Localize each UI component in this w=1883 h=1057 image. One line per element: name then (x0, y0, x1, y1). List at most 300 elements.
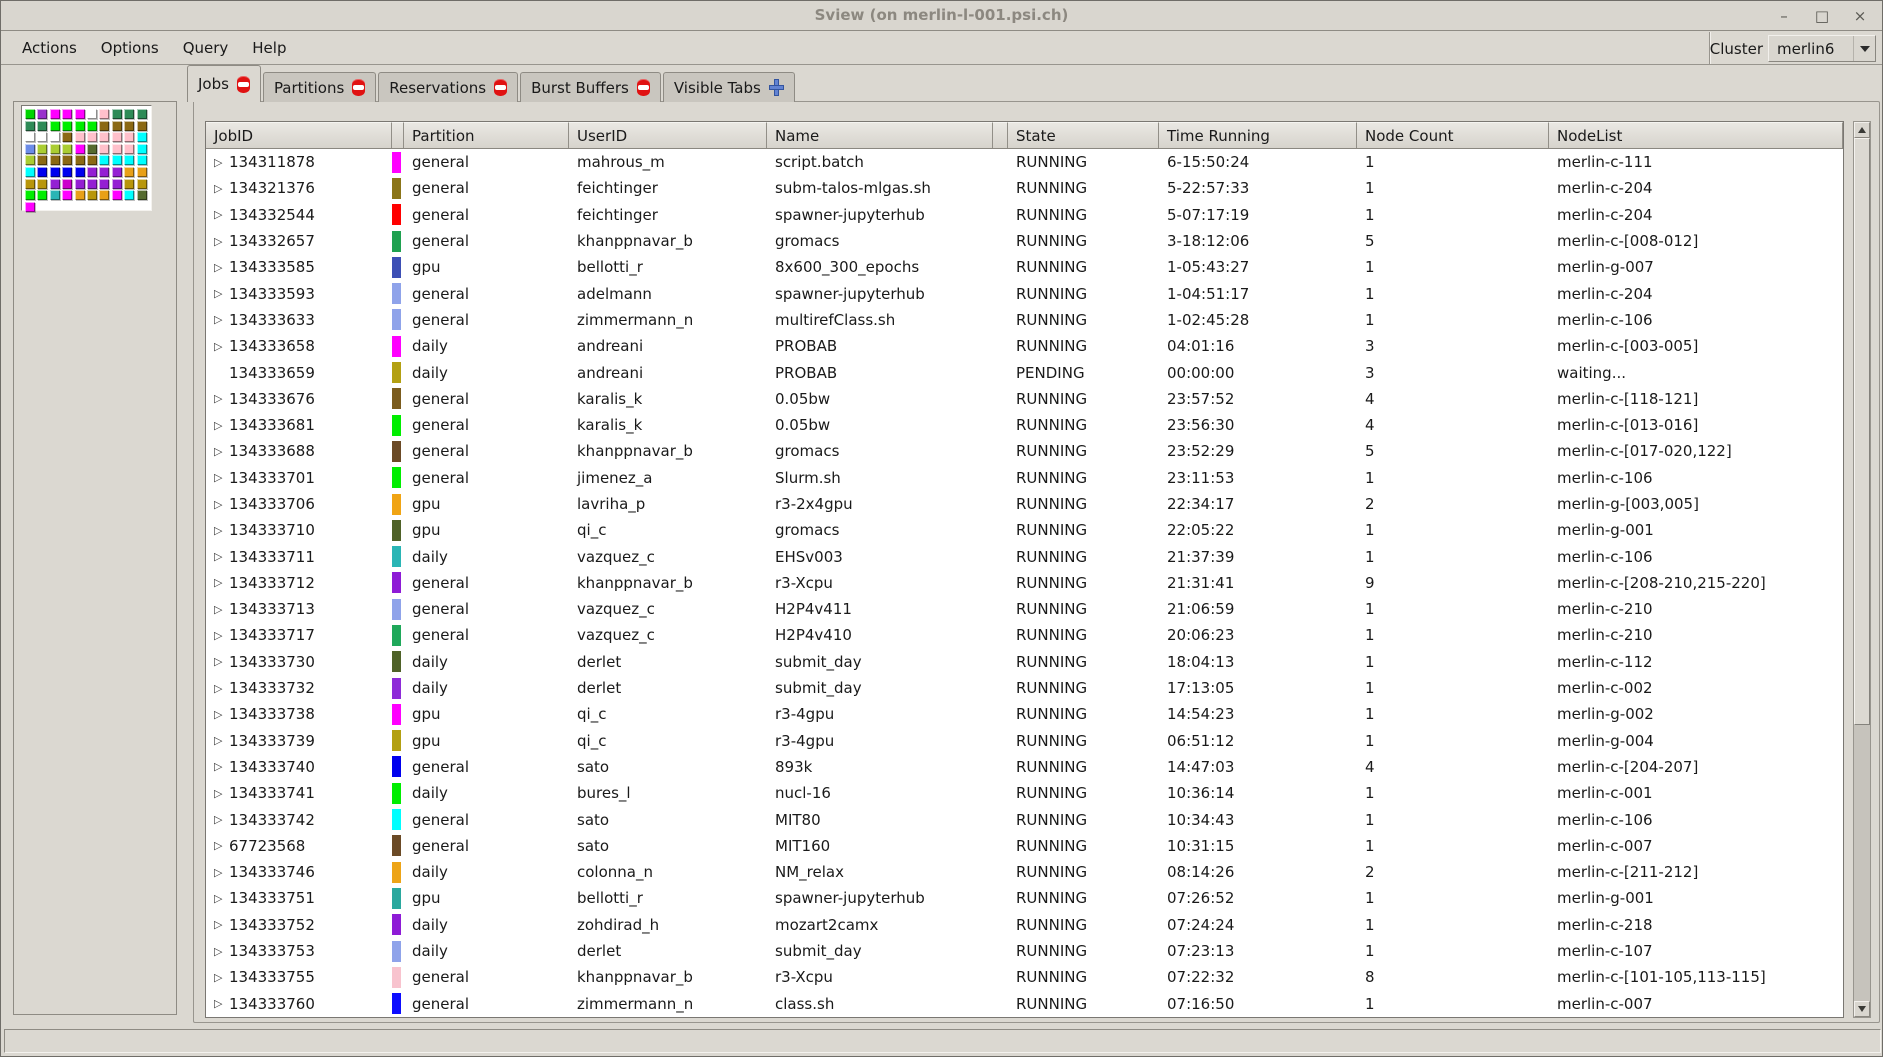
expander-icon[interactable]: ▷ (214, 181, 223, 195)
cell-time_running: 10:34:43 (1167, 810, 1235, 829)
cell-node_list: merlin-c-[008-012] (1557, 232, 1699, 251)
cell-name: Slurm.sh (775, 468, 841, 487)
job-row[interactable] (206, 596, 1843, 622)
job-row[interactable] (206, 728, 1843, 754)
cell-partition: general (412, 153, 470, 172)
cell-node_count: 4 (1365, 416, 1375, 435)
cell-spacer (993, 991, 1008, 1017)
expander-icon[interactable]: ▷ (214, 287, 223, 301)
node-square[interactable] (87, 167, 97, 177)
cell-chip (392, 149, 404, 175)
node-square[interactable] (25, 190, 35, 200)
node-square[interactable] (25, 109, 35, 119)
cell-partition: general (412, 468, 470, 487)
node-square[interactable] (99, 179, 109, 189)
window-controls (1776, 1, 1868, 31)
cell-chip (392, 964, 404, 990)
expander-icon[interactable]: ▷ (214, 655, 223, 669)
cell-node_count: 1 (1365, 810, 1375, 829)
cell-job (206, 964, 392, 990)
node-square[interactable] (124, 132, 134, 142)
cell-node_count: 1 (1365, 784, 1375, 803)
partition-color-chip (392, 914, 401, 935)
remove-tab-icon-stripe (353, 85, 364, 90)
job-row[interactable] (206, 885, 1843, 911)
expander-icon[interactable]: ▷ (214, 208, 223, 222)
remove-tab-icon[interactable] (352, 79, 365, 96)
job-row[interactable] (206, 938, 1843, 964)
expander-icon[interactable]: ▷ (214, 550, 223, 564)
add-tab-icon[interactable] (769, 79, 784, 96)
cell-node_count: 1 (1365, 915, 1375, 934)
cell-node_count: 1 (1365, 179, 1375, 198)
expander-icon[interactable]: ▷ (214, 628, 223, 642)
job-row[interactable] (206, 543, 1843, 569)
tab-visible-tabs[interactable] (663, 72, 795, 102)
node-square[interactable] (112, 144, 122, 154)
expander-icon[interactable]: ▷ (214, 944, 223, 958)
column-header-node-count[interactable]: Node Count (1357, 122, 1549, 148)
job-row[interactable] (206, 359, 1843, 385)
node-square[interactable] (50, 155, 60, 165)
cell-job (206, 649, 392, 675)
remove-tab-icon[interactable] (637, 79, 650, 96)
cell-partition: general (412, 232, 470, 251)
node-square[interactable] (37, 179, 47, 189)
cell-partition: general (412, 968, 470, 987)
job-row[interactable] (206, 991, 1843, 1017)
cell-name: subm-talos-mlgas.sh (775, 179, 931, 198)
node-square[interactable] (124, 179, 134, 189)
cell-chip (392, 701, 404, 727)
node-square[interactable] (99, 121, 109, 131)
job-id: 134333717 (229, 626, 315, 645)
cell-partition: general (412, 205, 470, 224)
node-square[interactable] (87, 144, 97, 154)
node-square[interactable] (75, 121, 85, 131)
cell-node_list: merlin-c-002 (1557, 679, 1653, 698)
job-row[interactable] (206, 912, 1843, 938)
node-square[interactable] (87, 155, 97, 165)
node-square[interactable] (124, 109, 134, 119)
node-square[interactable] (50, 167, 60, 177)
node-grid-row (25, 109, 151, 121)
close-button[interactable]: × (1853, 7, 1867, 25)
scrollbar-track[interactable] (1854, 138, 1870, 1001)
job-id: 134333711 (229, 547, 315, 566)
node-square[interactable] (50, 179, 60, 189)
cell-node_list: merlin-c-007 (1557, 836, 1653, 855)
node-square[interactable] (62, 144, 72, 154)
cluster-select[interactable] (1768, 35, 1876, 62)
node-grid-row (25, 179, 151, 191)
cell-job (206, 833, 392, 859)
tab-burst-buffers[interactable] (520, 72, 661, 102)
cell-time_running: 21:06:59 (1167, 600, 1235, 619)
job-row[interactable] (206, 202, 1843, 228)
expander-icon[interactable]: ▷ (214, 313, 223, 327)
cell-job (206, 438, 392, 464)
node-square[interactable] (87, 109, 97, 119)
partition-color-chip (392, 520, 401, 541)
cell-spacer (993, 175, 1008, 201)
node-square[interactable] (50, 190, 60, 200)
partition-color-chip (392, 204, 401, 225)
node-square[interactable] (137, 155, 147, 165)
partition-color-chip (392, 336, 401, 357)
cell-user_id: khanppnavar_b (577, 573, 693, 592)
node-square[interactable] (25, 167, 35, 177)
node-square[interactable] (112, 121, 122, 131)
job-row[interactable] (206, 228, 1843, 254)
node-square[interactable] (137, 167, 147, 177)
expander-icon[interactable]: ▷ (214, 471, 223, 485)
job-id: 134333739 (229, 731, 315, 750)
node-square[interactable] (75, 109, 85, 119)
expander-icon[interactable]: ▷ (214, 234, 223, 248)
node-square[interactable] (37, 121, 47, 131)
node-square[interactable] (124, 144, 134, 154)
job-row[interactable] (206, 754, 1843, 780)
partition-color-chip (392, 783, 401, 804)
cell-node_list: merlin-g-[003,005] (1557, 495, 1699, 513)
job-id: 134333658 (229, 337, 315, 356)
job-row[interactable] (206, 833, 1843, 859)
node-square[interactable] (99, 132, 109, 142)
cell-job (206, 202, 392, 228)
cell-name: 893k (775, 757, 813, 776)
cell-time_running: 07:26:52 (1167, 889, 1235, 908)
cell-name: mozart2camx (775, 915, 879, 934)
node-square[interactable] (87, 132, 97, 142)
job-id: 134311878 (229, 153, 315, 172)
node-square[interactable] (50, 144, 60, 154)
tab-jobs[interactable] (187, 65, 261, 102)
column-header-partition[interactable]: Partition (404, 122, 569, 148)
node-square[interactable] (25, 144, 35, 154)
node-grid-row (25, 144, 151, 156)
scroll-up-button[interactable] (1854, 122, 1870, 138)
partition-color-chip (392, 467, 401, 488)
minimize-button[interactable]: – (1780, 7, 1788, 25)
node-square[interactable] (25, 179, 35, 189)
cell-node_list: merlin-c-106 (1557, 547, 1653, 566)
job-row[interactable] (206, 859, 1843, 885)
cell-partition: gpu (412, 521, 441, 540)
cell-node_count: 2 (1365, 863, 1375, 882)
node-square[interactable] (75, 179, 85, 189)
node-square[interactable] (62, 167, 72, 177)
cell-name: r3-2x4gpu (775, 495, 853, 513)
cell-chip (392, 307, 404, 333)
column-header-nodelist[interactable]: NodeList (1549, 122, 1843, 148)
expander-icon[interactable]: ▷ (214, 418, 223, 432)
cell-state: RUNNING (1016, 757, 1088, 776)
expander-icon[interactable]: ▷ (214, 707, 223, 721)
node-square[interactable] (99, 109, 109, 119)
expander-icon[interactable]: ▷ (214, 576, 223, 590)
node-square[interactable] (99, 167, 109, 177)
expander-icon[interactable]: ▷ (214, 760, 223, 774)
job-row[interactable] (206, 307, 1843, 333)
cell-partition: general (412, 416, 470, 435)
job-id: 134333713 (229, 600, 315, 619)
cell-partition: general (412, 179, 470, 198)
cell-partition: daily (412, 915, 448, 934)
tab-partitions[interactable] (263, 72, 376, 102)
cell-user_id: sato (577, 757, 610, 776)
maximize-button[interactable]: □ (1814, 7, 1830, 25)
expander-icon[interactable]: ▷ (214, 839, 223, 853)
cell-chip (392, 359, 404, 385)
job-id: 134333730 (229, 652, 315, 671)
menu-actions[interactable]: Actions (22, 39, 77, 57)
tab-label: Jobs (198, 75, 229, 93)
cell-node_list: merlin-c-111 (1557, 153, 1653, 172)
node-square[interactable] (25, 121, 35, 131)
menu-query[interactable]: Query (182, 39, 229, 57)
cell-chip (392, 885, 404, 911)
job-row[interactable] (206, 333, 1843, 359)
job-row[interactable] (206, 964, 1843, 990)
cell-time_running: 10:31:15 (1167, 836, 1235, 855)
cell-user_id: vazquez_c (577, 626, 655, 645)
job-row[interactable] (206, 701, 1843, 727)
cell-partition: general (412, 994, 470, 1013)
cell-state: RUNNING (1016, 705, 1088, 724)
node-square[interactable] (112, 179, 122, 189)
menu-help[interactable]: Help (252, 39, 287, 57)
menu-options[interactable]: Options (100, 39, 159, 57)
node-square[interactable] (25, 132, 35, 142)
job-row[interactable] (206, 806, 1843, 832)
node-square[interactable] (62, 121, 72, 131)
jobs-table (205, 121, 1844, 1018)
expander-icon[interactable]: ▷ (214, 865, 223, 879)
cell-time_running: 23:52:29 (1167, 442, 1235, 461)
expander-icon[interactable]: ▷ (214, 681, 223, 695)
job-row[interactable] (206, 780, 1843, 806)
node-square[interactable] (137, 190, 147, 200)
node-square[interactable] (62, 190, 72, 200)
job-row[interactable] (206, 675, 1843, 701)
cell-partition: general (412, 389, 470, 408)
job-row[interactable] (206, 649, 1843, 675)
cell-partition: gpu (412, 731, 441, 750)
node-square[interactable] (99, 144, 109, 154)
node-square[interactable] (75, 190, 85, 200)
job-row[interactable] (206, 622, 1843, 648)
expander-icon[interactable]: ▷ (214, 497, 223, 511)
remove-tab-icon[interactable] (237, 76, 250, 93)
expander-icon[interactable]: ▷ (214, 602, 223, 616)
expander-icon[interactable]: ▷ (214, 155, 223, 169)
cell-name: gromacs (775, 521, 840, 540)
cell-node_list: merlin-c-210 (1557, 600, 1653, 619)
job-row[interactable] (206, 149, 1843, 175)
job-row[interactable] (206, 175, 1843, 201)
node-square[interactable] (75, 167, 85, 177)
cell-node_list: merlin-c-210 (1557, 626, 1653, 645)
node-square[interactable] (37, 155, 47, 165)
cell-node_list: merlin-c-[003-005] (1557, 337, 1699, 356)
node-square[interactable] (137, 144, 147, 154)
node-square[interactable] (75, 144, 85, 154)
node-square[interactable] (37, 109, 47, 119)
node-square[interactable] (112, 109, 122, 119)
node-square[interactable] (62, 155, 72, 165)
node-square[interactable] (112, 132, 122, 142)
job-row[interactable] (206, 438, 1843, 464)
expander-icon[interactable]: ▷ (214, 997, 223, 1011)
cell-user_id: derlet (577, 942, 622, 961)
node-square[interactable] (75, 132, 85, 142)
expander-icon[interactable]: ▷ (214, 392, 223, 406)
plus-horizontal (769, 85, 784, 90)
job-id: 134333742 (229, 810, 315, 829)
node-square[interactable] (50, 132, 60, 142)
node-square[interactable] (112, 190, 122, 200)
node-square[interactable] (87, 179, 97, 189)
node-square[interactable] (112, 167, 122, 177)
node-square[interactable] (37, 132, 47, 142)
job-row[interactable] (206, 386, 1843, 412)
node-square[interactable] (137, 132, 147, 142)
cell-spacer (993, 675, 1008, 701)
scrollbar-thumb[interactable] (1854, 138, 1870, 725)
cell-time_running: 07:16:50 (1167, 994, 1235, 1013)
node-square[interactable] (137, 179, 147, 189)
partition-color-chip (392, 231, 401, 252)
cell-user_id: andreani (577, 337, 644, 356)
expander-icon[interactable]: ▷ (214, 734, 223, 748)
cell-state: RUNNING (1016, 468, 1088, 487)
cell-job (206, 570, 392, 596)
cell-chip (392, 202, 404, 228)
cell-user_id: zimmermann_n (577, 310, 694, 329)
job-row[interactable] (206, 465, 1843, 491)
node-square[interactable] (112, 155, 122, 165)
cell-partition: daily (412, 784, 448, 803)
node-square[interactable] (75, 155, 85, 165)
cell-node_count: 8 (1365, 968, 1375, 987)
node-square[interactable] (87, 190, 97, 200)
node-square[interactable] (37, 190, 47, 200)
column-header-jobid[interactable]: JobID (206, 122, 392, 148)
node-square[interactable] (25, 155, 35, 165)
job-row[interactable] (206, 491, 1843, 517)
node-square[interactable] (99, 190, 109, 200)
job-row[interactable] (206, 517, 1843, 543)
cell-job (206, 491, 392, 517)
node-square[interactable] (124, 121, 134, 131)
vertical-scrollbar[interactable] (1853, 121, 1871, 1018)
job-row[interactable] (206, 254, 1843, 280)
job-id: 134333760 (229, 994, 315, 1013)
node-square[interactable] (50, 109, 60, 119)
node-square[interactable] (62, 109, 72, 119)
cell-spacer (993, 543, 1008, 569)
cell-user_id: khanppnavar_b (577, 968, 693, 987)
job-id: 134333633 (229, 310, 315, 329)
column-header-time-running[interactable]: Time Running (1159, 122, 1357, 148)
cell-node_count: 1 (1365, 547, 1375, 566)
cell-state: RUNNING (1016, 495, 1088, 513)
node-square[interactable] (99, 155, 109, 165)
cell-state: RUNNING (1016, 337, 1088, 356)
node-square[interactable] (50, 121, 60, 131)
job-row[interactable] (206, 570, 1843, 596)
node-square[interactable] (124, 190, 134, 200)
cell-node_list: merlin-c-001 (1557, 784, 1653, 803)
column-header-name[interactable]: Name (767, 122, 993, 148)
cell-job (206, 543, 392, 569)
expander-icon[interactable]: ▷ (214, 786, 223, 800)
cell-time_running: 21:31:41 (1167, 573, 1235, 592)
job-row[interactable] (206, 280, 1843, 306)
node-square[interactable] (137, 121, 147, 131)
job-row[interactable] (206, 412, 1843, 438)
cell-user_id: feichtinger (577, 205, 658, 224)
cell-name: r3-4gpu (775, 731, 835, 750)
cell-spacer (993, 517, 1008, 543)
cell-user_id: qi_c (577, 731, 607, 750)
cell-user_id: khanppnavar_b (577, 442, 693, 461)
expander-icon[interactable]: ▷ (214, 918, 223, 932)
cell-time_running: 1-05:43:27 (1167, 258, 1250, 277)
node-square[interactable] (137, 109, 147, 119)
partition-color-chip (392, 257, 401, 278)
cell-node_list: merlin-g-001 (1557, 521, 1654, 540)
cell-node_count: 1 (1365, 310, 1375, 329)
expander-icon[interactable]: ▷ (214, 444, 223, 458)
cell-chip (392, 859, 404, 885)
node-square[interactable] (25, 202, 35, 212)
node-square[interactable] (37, 144, 47, 154)
partition-color-chip (392, 441, 401, 462)
node-square[interactable] (124, 167, 134, 177)
cell-state: RUNNING (1016, 179, 1088, 198)
cell-node_count: 4 (1365, 389, 1375, 408)
node-square[interactable] (37, 167, 47, 177)
expander-icon[interactable]: ▷ (214, 970, 223, 984)
table-header-row (206, 122, 1843, 149)
expander-icon[interactable]: ▷ (214, 260, 223, 274)
cell-chip (392, 570, 404, 596)
node-square[interactable] (87, 121, 97, 131)
node-square[interactable] (124, 155, 134, 165)
column-header-userid[interactable]: UserID (569, 122, 767, 148)
node-square[interactable] (62, 179, 72, 189)
expander-icon[interactable]: ▷ (214, 813, 223, 827)
expander-icon[interactable]: ▷ (214, 891, 223, 905)
menubar (1, 32, 1882, 65)
cluster-dropdown-button[interactable] (1853, 36, 1875, 61)
column-header-state[interactable]: State (1008, 122, 1159, 148)
cell-name: spawner-jupyterhub (775, 889, 925, 908)
tab-reservations[interactable] (378, 72, 518, 102)
cell-user_id: bures_l (577, 784, 631, 803)
cell-state: PENDING (1016, 363, 1085, 382)
tab-label: Reservations (389, 78, 487, 97)
node-square[interactable] (62, 132, 72, 142)
expander-icon[interactable]: ▷ (214, 339, 223, 353)
cell-time_running: 23:56:30 (1167, 416, 1235, 435)
expander-icon[interactable]: ▷ (214, 523, 223, 537)
cell-time_running: 22:05:22 (1167, 521, 1235, 540)
scroll-down-button[interactable] (1854, 1001, 1870, 1017)
remove-tab-icon[interactable] (494, 79, 507, 96)
